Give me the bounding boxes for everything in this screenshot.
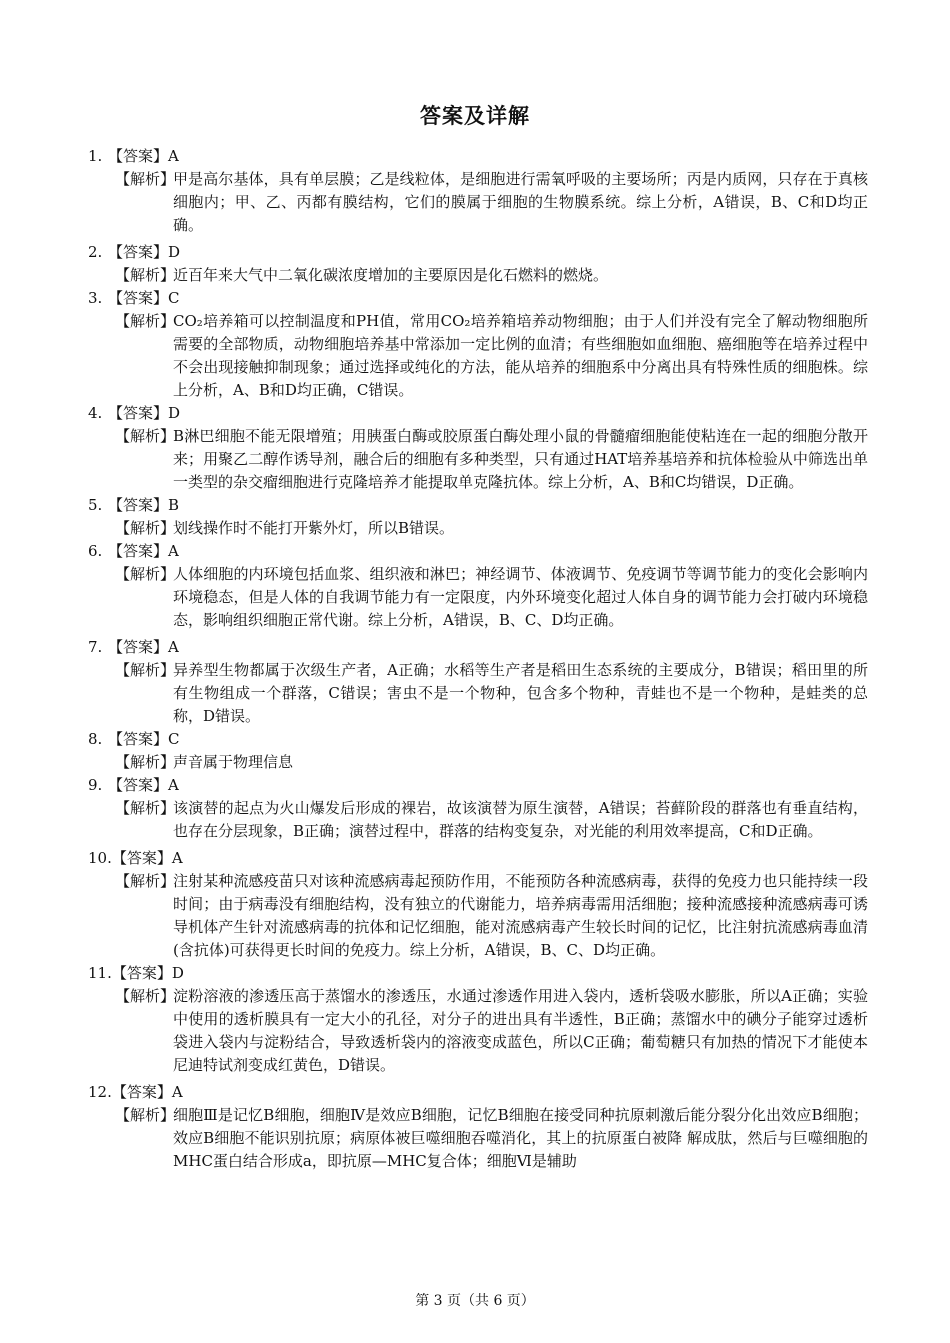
question-number: 9.	[88, 776, 103, 794]
answer-line	[88, 494, 868, 517]
answer-item	[88, 1081, 868, 1173]
question-number: 4.	[88, 404, 103, 422]
analysis-block	[88, 751, 868, 774]
analysis-label: 【解析】	[115, 799, 176, 817]
answer-label: 【答案】	[108, 542, 169, 560]
analysis-block	[88, 310, 868, 402]
answer-value: D	[168, 404, 181, 422]
analysis-text: 淀粉溶液的渗透压高于蒸馏水的渗透压，水通过渗透作用进入袋内，透析袋吸水膨胀，所以A正确；实验中使用的透析膜具有一定大小的孔径，对分子的进出具有半透性，B正确；蒸馏水中的碘分子能穿过透析袋进入袋内与淀粉结合，导致透析袋内的溶液变成蓝色，所以C正确；葡萄糖只有加热的情况下才能使本尼迪特试剂变成红黄色，D错误。	[173, 987, 868, 1074]
analysis-text: 异养型生物都属于次级生产者，A正确；水稻等生产者是稻田生态系统的主要成分，B错误；稻田里的所有生物组成一个群落，C错误；害虫不是一个物种，包含多个物种，青蛙也不是一个物种，是蛙类的总称，D错误。	[173, 661, 868, 725]
answer-line	[88, 540, 868, 563]
answer-value: A	[168, 147, 179, 165]
analysis-text: 该演替的起点为火山爆发后形成的裸岩，故该演替为原生演替，A错误；苔藓阶段的群落也有垂直结构，也存在分层现象，B正确；演替过程中，群落的结构变复杂，对光能的利用效率提高，C和D正确。	[173, 799, 868, 840]
question-number: 1.	[88, 147, 103, 165]
answer-item	[88, 540, 868, 632]
answer-line	[88, 402, 868, 425]
answer-line	[88, 1081, 868, 1104]
answer-line	[88, 728, 868, 751]
answer-item	[88, 402, 868, 494]
answer-item	[88, 728, 868, 774]
answer-value: A	[168, 638, 179, 656]
answer-label: 【答案】	[108, 147, 169, 165]
question-number: 7.	[88, 638, 103, 656]
answer-value: A	[168, 776, 179, 794]
answer-line	[88, 962, 868, 985]
analysis-label: 【解析】	[115, 872, 176, 890]
analysis-label: 【解析】	[115, 170, 176, 188]
answer-label: 【答案】	[108, 243, 169, 261]
answer-value: C	[168, 289, 180, 307]
analysis-label: 【解析】	[115, 661, 176, 679]
analysis-text: B淋巴细胞不能无限增殖；用胰蛋白酶或胶原蛋白酶处理小鼠的骨髓瘤细胞能使粘连在一起的细胞分散开来；用聚乙二醇作诱导剂，融合后的细胞有多种类型，只有通过HAT培养基培养和抗体检验从中筛选出单一类型的杂交瘤细胞进行克隆培养才能提取单克隆抗体。综上分析，A、B和C均错误，D正确。	[173, 427, 868, 491]
answer-line	[88, 774, 868, 797]
answer-item	[88, 962, 868, 1077]
answer-label: 【答案】	[111, 849, 172, 867]
page-title: 答案及详解	[420, 104, 530, 128]
analysis-text: 人体细胞的内环境包括血浆、组织液和淋巴；神经调节、体液调节、免疫调节等调节能力的变化会影响内环境稳态，但是人体的自我调节能力有一定限度，内外环境变化超过人体自身的调节能力会打破内环境稳态，影响组织细胞正常代谢。综上分析，A错误，B、C、D均正确。	[173, 565, 868, 629]
answer-line	[88, 145, 868, 168]
analysis-block	[88, 659, 868, 728]
analysis-label: 【解析】	[115, 565, 176, 583]
answer-list	[88, 145, 868, 1173]
question-number: 12.	[88, 1083, 112, 1101]
analysis-block	[88, 517, 868, 540]
answer-label: 【答案】	[108, 638, 169, 656]
analysis-text: 甲是高尔基体，具有单层膜；乙是线粒体，是细胞进行需氧呼吸的主要场所；丙是内质网，只存在于真核细胞内；甲、乙、丙都有膜结构，它们的膜属于细胞的生物膜系统。综上分析，A错误，B、C和D均正确。	[173, 170, 868, 234]
analysis-block	[88, 264, 868, 287]
analysis-block	[88, 985, 868, 1077]
analysis-label: 【解析】	[115, 519, 176, 537]
answer-item	[88, 241, 868, 287]
analysis-block	[88, 425, 868, 494]
analysis-label: 【解析】	[115, 312, 176, 330]
analysis-block	[88, 797, 868, 843]
answer-value: D	[168, 243, 181, 261]
analysis-label: 【解析】	[115, 753, 176, 771]
analysis-block	[88, 870, 868, 962]
page-footer: 第 3 页（共 6 页）	[415, 1293, 535, 1309]
analysis-block	[88, 563, 868, 632]
answer-item	[88, 636, 868, 728]
question-number: 6.	[88, 542, 103, 560]
analysis-text: 划线操作时不能打开紫外灯，所以B错误。	[173, 519, 455, 537]
question-number: 3.	[88, 289, 103, 307]
answer-item	[88, 847, 868, 962]
question-number: 11.	[88, 964, 112, 982]
answer-line	[88, 847, 868, 870]
answer-item	[88, 494, 868, 540]
answer-value: B	[168, 496, 180, 514]
answer-label: 【答案】	[108, 730, 169, 748]
analysis-text: 细胞Ⅲ是记忆B细胞，细胞Ⅳ是效应B细胞，记忆B细胞在接受同种抗原刺激后能分裂分化出效应B细胞；效应B细胞不能识别抗原；病原体被巨噬细胞吞噬消化，其上的抗原蛋白被降 解成肽，然后与巨噬细胞的MHC蛋白结合形成a，即抗原—MHC复合体；细胞Ⅵ是辅助	[173, 1106, 868, 1170]
analysis-label: 【解析】	[115, 1106, 176, 1124]
answer-value: D	[171, 964, 184, 982]
question-number: 2.	[88, 243, 103, 261]
analysis-text: CO₂培养箱可以控制温度和PH值，常用CO₂培养箱培养动物细胞；由于人们并没有完全了解动物细胞所需要的全部物质，动物细胞培养基中常添加一定比例的血清；有些细胞如血细胞、癌细胞等在培养过程中不会出现接触抑制现象；通过选择或纯化的方法，能从培养的细胞系中分离出具有特殊性质的细胞株。综上分析，A、B和D均正确，C错误。	[173, 312, 868, 399]
answer-label: 【答案】	[108, 776, 169, 794]
answer-value: C	[168, 730, 180, 748]
answer-item	[88, 145, 868, 237]
answer-value: A	[168, 542, 179, 560]
analysis-text: 注射某种流感疫苗只对该种流感病毒起预防作用，不能预防各种流感病毒，获得的免疫力也只能持续一段时间；由于病毒没有细胞结构，没有独立的代谢能力，培养病毒需用活细胞；接种流感接种流感病毒可诱导机体产生针对流感病毒的抗体和记忆细胞，能对流感病毒产生较长时间的记忆，比注射抗流感病毒血清(含抗体)可获得更长时间的免疫力。综上分析，A错误，B、C、D均正确。	[173, 872, 868, 959]
analysis-label: 【解析】	[115, 427, 176, 445]
analysis-text: 近百年来大气中二氧化碳浓度增加的主要原因是化石燃料的燃烧。	[173, 266, 609, 284]
analysis-block	[88, 1104, 868, 1173]
answer-line	[88, 287, 868, 310]
answer-label: 【答案】	[108, 496, 169, 514]
answer-value: A	[171, 1083, 183, 1101]
answer-label: 【答案】	[111, 1083, 172, 1101]
answer-label: 【答案】	[111, 964, 172, 982]
analysis-label: 【解析】	[115, 266, 176, 284]
analysis-label: 【解析】	[115, 987, 176, 1005]
answer-line	[88, 636, 868, 659]
question-number: 8.	[88, 730, 103, 748]
answer-value: A	[171, 849, 183, 867]
analysis-block	[88, 168, 868, 237]
answer-item	[88, 287, 868, 402]
question-number: 10.	[88, 849, 112, 867]
answer-line	[88, 241, 868, 264]
answer-label: 【答案】	[108, 289, 169, 307]
answer-label: 【答案】	[108, 404, 169, 422]
question-number: 5.	[88, 496, 103, 514]
analysis-text: 声音属于物理信息	[173, 753, 294, 771]
answer-item	[88, 774, 868, 843]
